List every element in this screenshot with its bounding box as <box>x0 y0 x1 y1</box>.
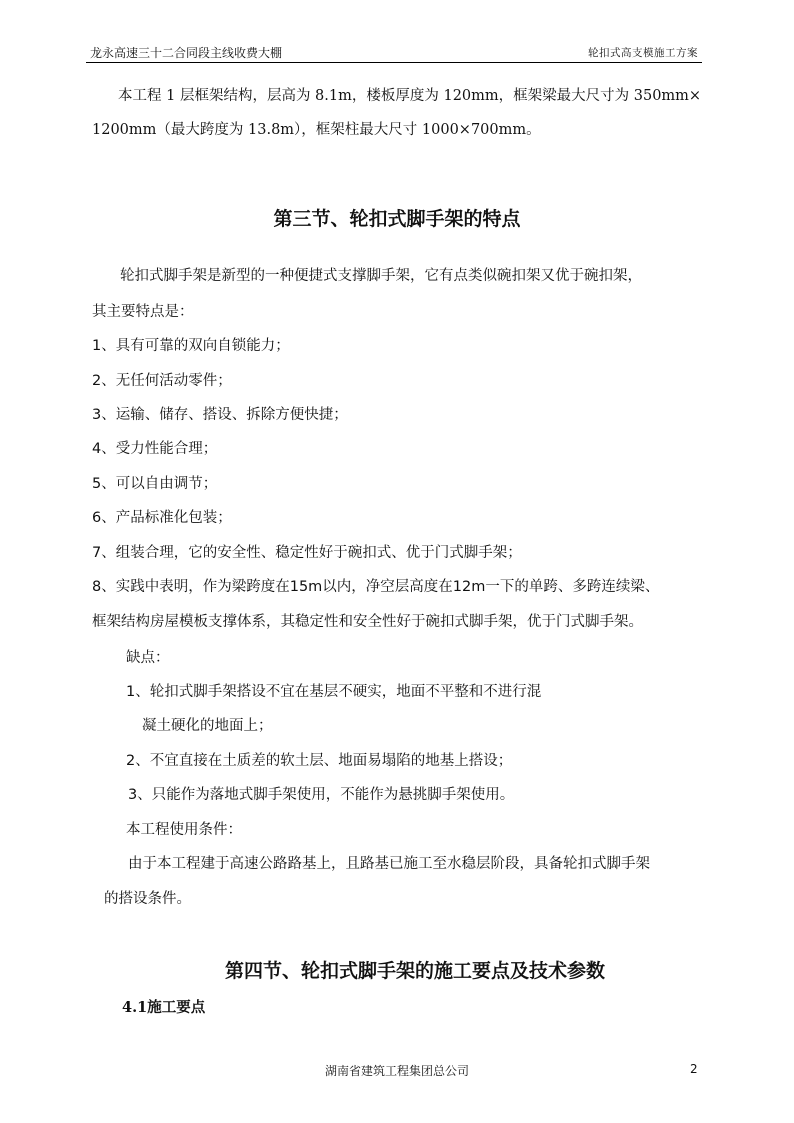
page-header <box>86 40 702 63</box>
section-4-title: 第四节、轮扣式脚手架的施工要点及技术参数 <box>224 960 605 982</box>
drawbacks-label: 缺点： <box>126 650 170 666</box>
section-3-para-line-2: 其主要特点是： <box>92 304 194 320</box>
subsection-4-1-title: 4.1施工要点 <box>122 999 206 1016</box>
feature-item: 2、无任何活动零件； <box>92 373 232 389</box>
conditions-label: 本工程使用条件： <box>126 822 242 838</box>
feature-item: 1、具有可靠的双向自锁能力； <box>92 338 290 354</box>
conditions-line-1: 由于本工程建于高速公路路基上，且路基已施工至水稳层阶段，具备轮扣式脚手架 <box>128 856 650 872</box>
section-3-title: 第三节、轮扣式脚手架的特点 <box>273 208 521 230</box>
feature-item: 7、组装合理，它的安全性、稳定性好于碗扣式、优于门式脚手架； <box>92 545 522 561</box>
intro-line-2: 1200mm（最大跨度为 13.8m），框架柱最大尺寸 1000×700mm。 <box>92 122 541 138</box>
feature-item: 3、运输、储存、搭设、拆除方便快捷； <box>92 407 348 423</box>
section-3-para-line-1: 轮扣式脚手架是新型的一种便捷式支撑脚手架，它有点类似碗扣架又优于碗扣架， <box>120 268 642 284</box>
header-document-title: 轮扣式高支模施工方案 <box>588 47 698 59</box>
feature-item: 4、受力性能合理； <box>92 441 218 457</box>
feature-item: 8、实践中表明，作为梁跨度在15m以内，净空层高度在12m一下的单跨、多跨连续梁、 <box>92 579 660 595</box>
conditions-line-2: 的搭设条件。 <box>104 891 191 907</box>
feature-item-continuation: 框架结构房屋模板支撑体系，其稳定性和安全性好于碗扣式脚手架，优于门式脚手架。 <box>92 614 643 630</box>
intro-line-1: 本工程 1 层框架结构，层高为 8.1m，楼板厚度为 120mm，框架梁最大尺寸为 350mm× <box>118 88 702 104</box>
drawback-item-continuation: 凝土硬化的地面上； <box>142 718 273 734</box>
drawback-item: 2、不宜直接在土质差的软土层、地面易塌陷的地基上搭设； <box>126 753 513 769</box>
feature-item: 5、可以自由调节； <box>92 476 218 492</box>
footer-company: 湖南省建筑工程集团总公司 <box>324 1064 469 1078</box>
feature-item: 6、产品标准化包装； <box>92 510 232 526</box>
page-number: 2 <box>690 1062 698 1076</box>
drawback-item: 1、轮扣式脚手架搭设不宜在基层不硬实，地面不平整和不进行混 <box>126 684 542 700</box>
header-project-name: 龙永高速三十二合同段主线收费大棚 <box>90 46 283 60</box>
drawback-item: 3、只能作为落地式脚手架使用，不能作为悬挑脚手架使用。 <box>128 787 515 803</box>
